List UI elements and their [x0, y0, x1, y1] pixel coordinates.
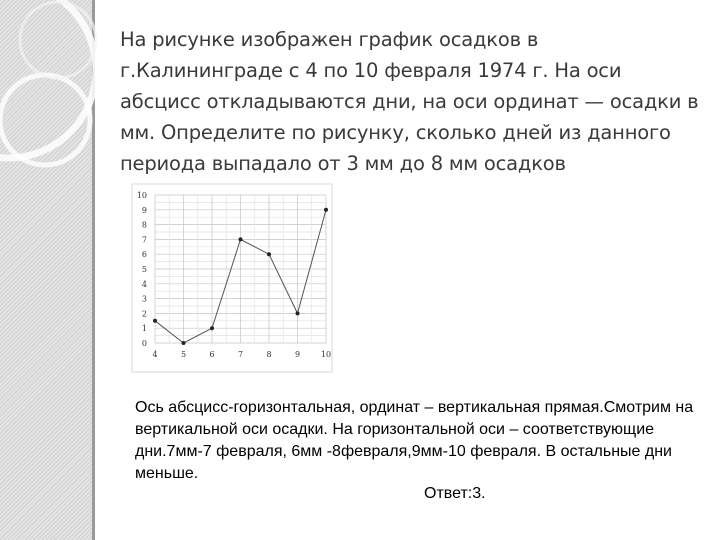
precipitation-chart: [128, 180, 336, 376]
y-tick-label: 3: [141, 294, 147, 304]
y-tick-label: 5: [141, 265, 147, 274]
y-tick-label: 2: [141, 309, 147, 319]
x-tick-label: 8: [266, 350, 272, 359]
chart-frame: [132, 184, 332, 372]
data-point: [239, 237, 243, 241]
question-text: На рисунке изображен график осадков в г.Калининграде с 4 по 10 февраля 1974 г. На оси абсцисс откладываются дни, на оси ординат — осадки в мм. Определите по рисунку, сколько дней из данного периода выпадало от 3 мм до 8 мм осадков: [120, 28, 699, 175]
data-point: [182, 341, 186, 345]
y-tick-label: 7: [141, 235, 147, 245]
data-point: [210, 326, 214, 330]
y-tick-label: 10: [136, 191, 147, 200]
data-point: [267, 252, 271, 256]
x-tick-label: 5: [180, 350, 187, 359]
y-tick-label: 1: [141, 324, 147, 334]
y-tick-label: 4: [141, 279, 147, 289]
data-point: [296, 311, 300, 315]
data-point: [324, 208, 328, 212]
y-tick-label: 8: [141, 220, 147, 230]
x-tick-label: 4: [152, 350, 158, 359]
chart-svg: [128, 180, 336, 376]
x-tick-label: 6: [209, 350, 215, 359]
y-tick-label: 6: [141, 250, 147, 260]
x-tick-label: 9: [294, 350, 301, 359]
x-tick-label: 7: [237, 350, 244, 359]
data-point: [153, 319, 157, 323]
y-tick-label: 0: [141, 339, 147, 348]
answer-result: Ответ:3.: [424, 485, 486, 502]
y-tick-label: 9: [141, 205, 147, 215]
x-tick-label: 10: [320, 350, 332, 359]
answer-explanation: Ось абсцисс-горизонтальная, ординат – вертикальная прямая.Смотрим на вертикальной оси осадки. На горизонтальной оси – соответствующие дни.7мм-7 февраля, 6мм -8февраля,9мм-10 февраля. В остальные дни меньше.: [135, 399, 694, 482]
